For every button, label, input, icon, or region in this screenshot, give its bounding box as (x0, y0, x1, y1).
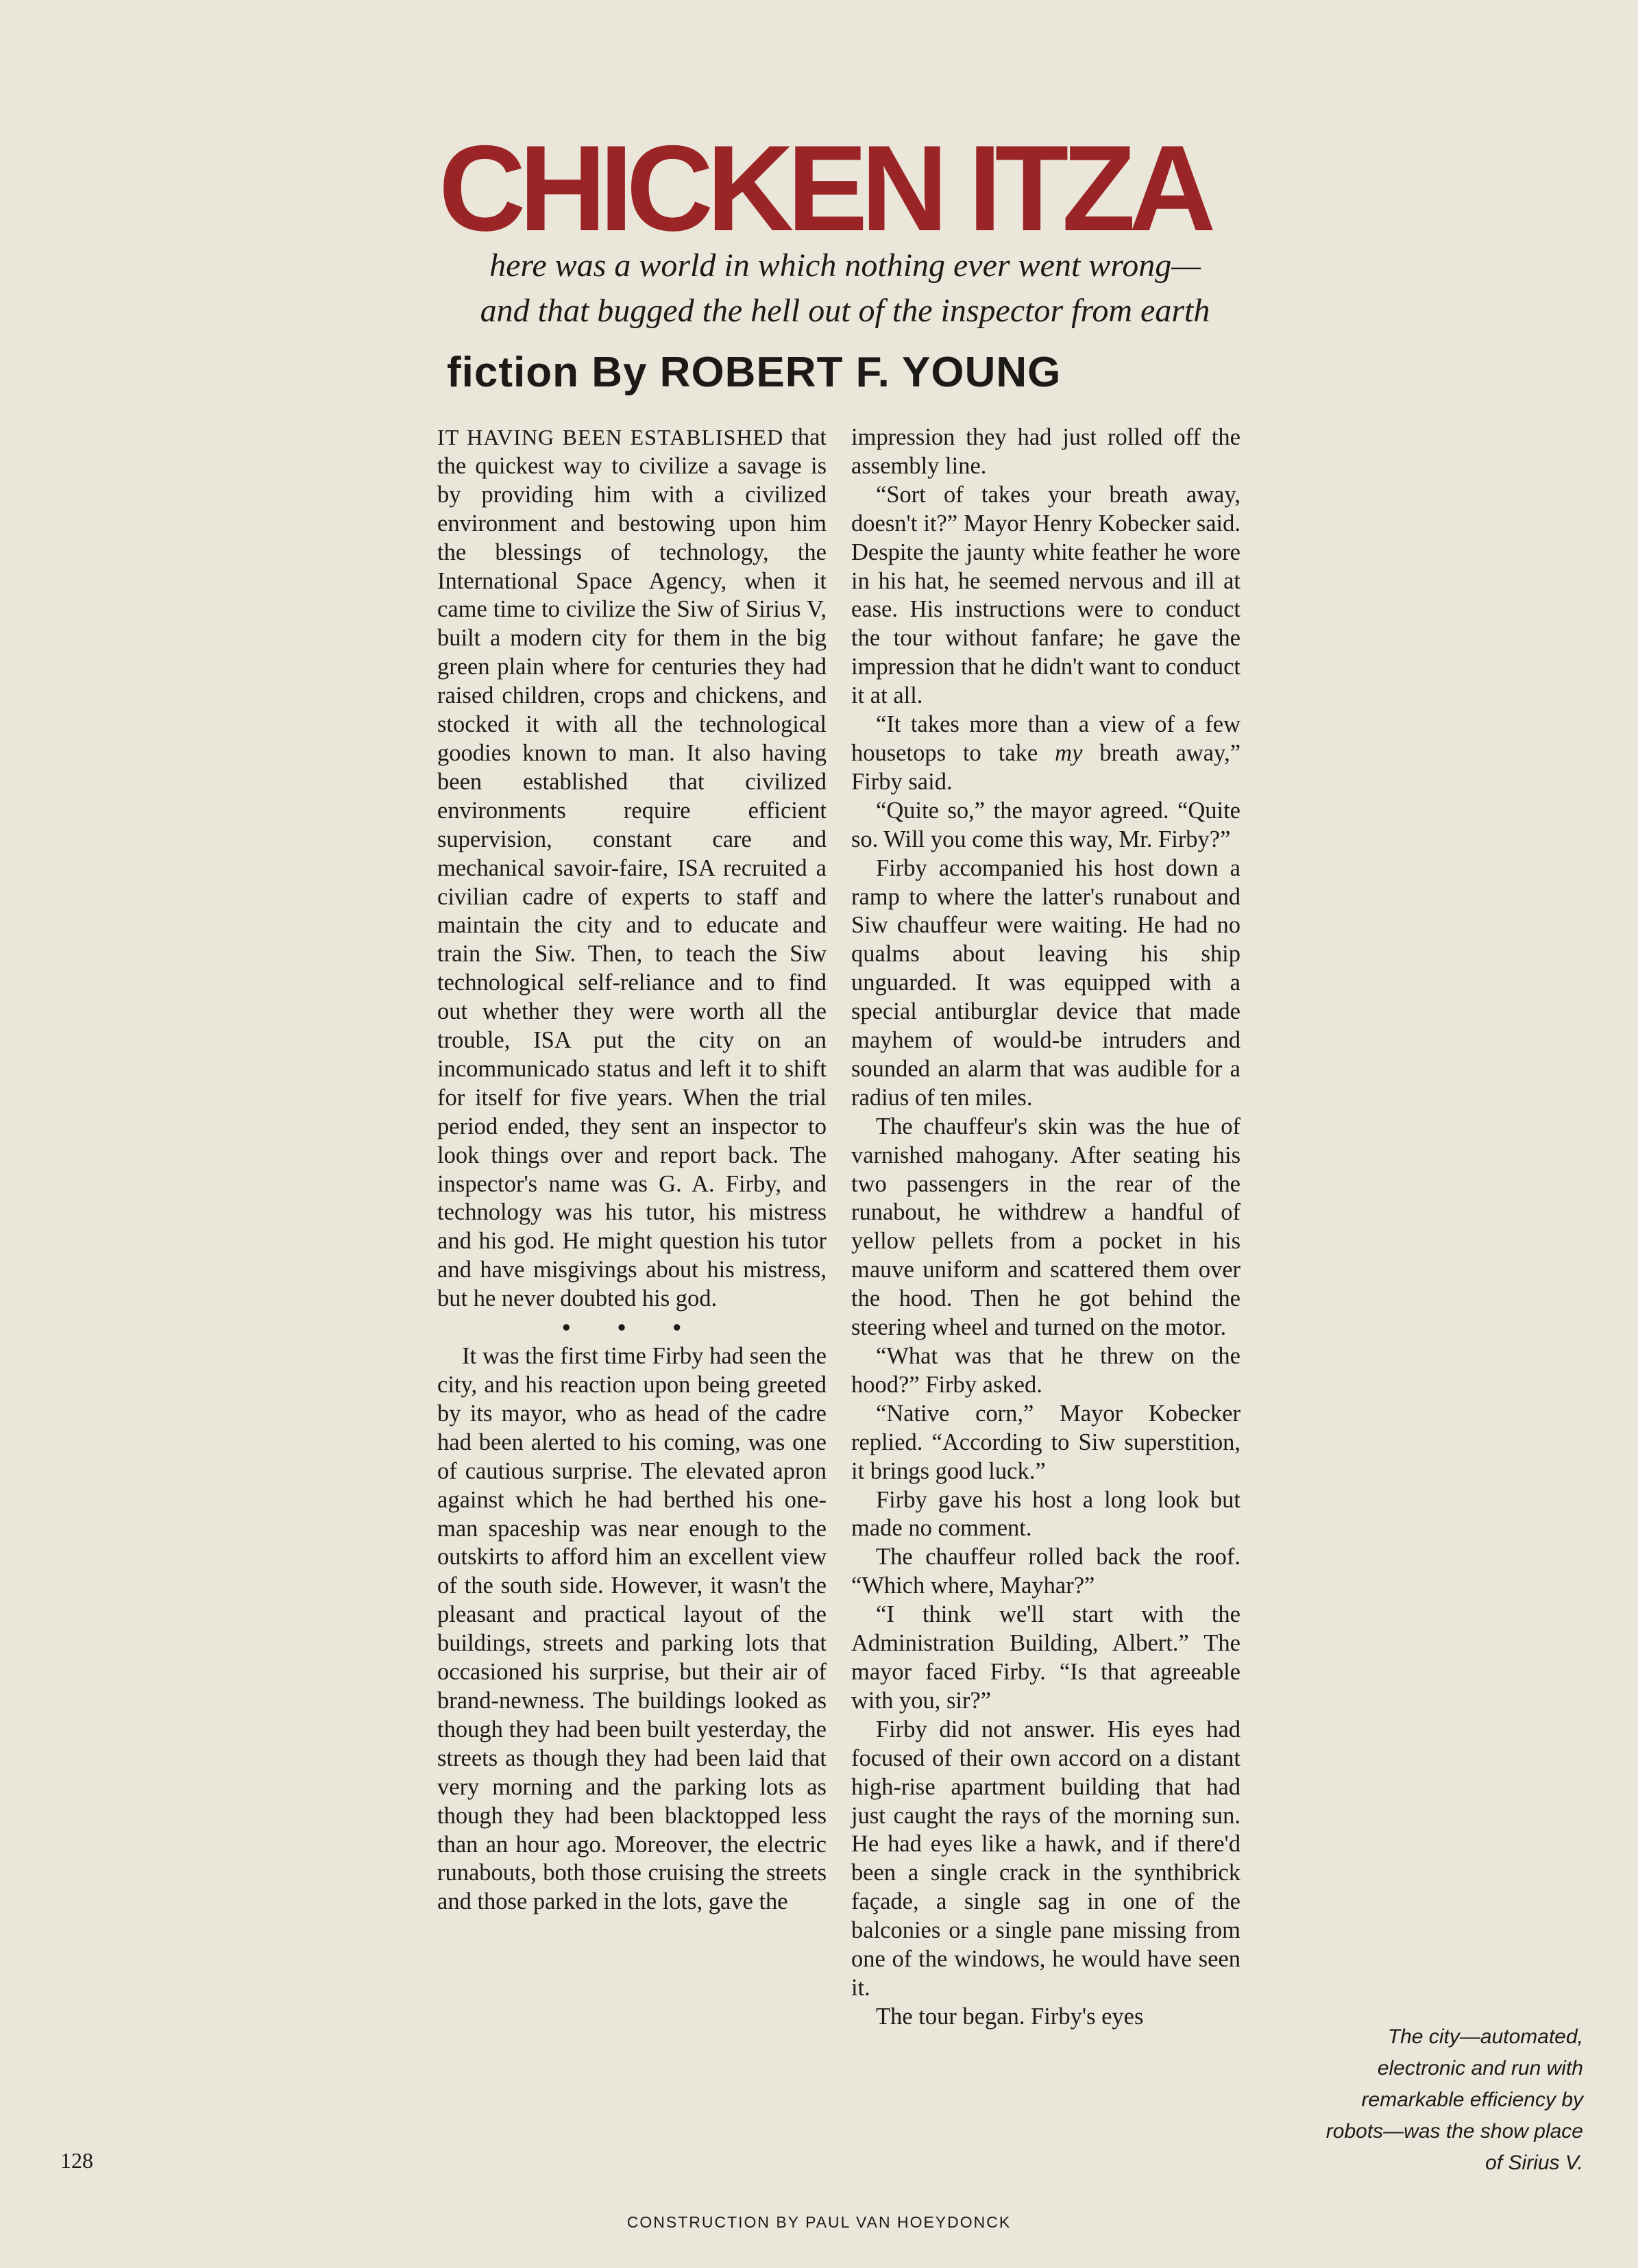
emphasis-text: my (1055, 739, 1083, 766)
page-number: 128 (60, 2148, 93, 2173)
paragraph-text: that the quickest way to civilize a savage is by providing him with a civilized environment and bestowing upon him the blessings of technology, the International Space Agency, when it came time to civilize the Siw of Sirius V, built a modern city for them in the big green plain where for centuries they had raised children, crops and chickens, and stocked it with all the technological goodies known to man. It also having been established that civilized environments require efficient supervision, constant care and mechanical savoir-faire, ISA recruited a civilian cadre of experts to staff and maintain the city and to educate and train the Siw. Then, to teach the Siw technological self-reliance and to find out whether they were worth all the trouble, ISA put the city on an incommunicado status and left it to shift for itself for five years. When the trial period ended, they sent an inspector to look things over and report back. The inspector's name was G. A. Firby, and technology was his tutor, his mistress and his god. He might question his tutor and have misgivings about his mistress, but he never doubted his god. (437, 424, 827, 1312)
paragraph (437, 423, 827, 1314)
paragraph-text: “It takes more than a view of a few housetops to take (851, 711, 1240, 766)
paragraph: “What was that he threw on the hood?” Firby asked. (851, 1343, 1240, 1398)
illustration-caption: The city—automated, electronic and run with remarkable efficiency by robots—was the show place of Sirius V. (1325, 2025, 1583, 2174)
paragraph: Firby did not answer. His eyes had focused of their own accord on a distant high-rise apartment building that had just caught the rays of the morning sun. He had eyes like a hawk, and if there'd been a single crack in the synthibrick façade, a single sag in one of the balconies or a single pane missing from one of the windows, he would have seen it. (851, 1716, 1240, 2001)
article-title: CHICKEN ITZA (439, 120, 1210, 256)
paragraph: “I think we'll start with the Administration Building, Albert.” The mayor faced Firby. “Is that agreeable with you, sir?” (851, 1601, 1240, 1714)
paragraph-text: breath away,” Firby said. (851, 739, 1241, 795)
illustration-credit: CONSTRUCTION BY PAUL VAN HOEYDONCK (626, 2213, 1012, 2231)
paragraph: It was the first time Firby had seen the city, and his reaction upon being greeted by its mayor, who as head of the cadre had been alerted to his coming, was one of cautious surprise. The elevated apron against which he had berthed his one-man spaceship was near enough to the outskirts to afford him an excellent view of the south side. However, it wasn't the pleasant and practical layout of the buildings, streets and parking lots that occasioned his surprise, but their air of brand-newness. The buildings looked as though they had been built yesterday, the streets as though they had been laid that very morning and the parking lots as though they had been blacktopped less than an hour ago. Moreover, the electric runabouts, both those cruising the streets and those parked in the lots, gave the (437, 1343, 827, 1915)
opening-small-caps: IT HAVING BEEN ESTABLISHED (437, 425, 784, 449)
paragraph: The chauffeur rolled back the roof. “Which where, Mayhar?” (851, 1544, 1240, 1599)
subtitle-line-2: and that bugged the hell out of the inspector from earth (480, 293, 1210, 329)
paragraph: Firby accompanied his host down a ramp to where the latter's runabout and Siw chauffeur were waiting. He had no qualms about leaving his ship unguarded. It was equipped with a special antiburglar device that made mayhem of would-be intruders and sounded an alarm that was audible for a radius of ten miles. (851, 854, 1240, 1111)
paragraph (851, 711, 1240, 797)
paragraph: The tour began. Firby's eyes (876, 2003, 1144, 2030)
paragraph: “Sort of takes your breath away, doesn't it?” Mayor Henry Kobecker said. Despite the jaunty white feather he wore in his hat, he seemed nervous and ill at ease. His instructions were to conduct the tour without fanfare; he gave the impression that he didn't want to conduct it at all. (851, 481, 1240, 709)
paragraph: Firby gave his host a long look but made no comment. (851, 1486, 1240, 1542)
text-column-2 (851, 423, 1240, 2032)
paragraph: impression they had just rolled off the assembly line. (851, 424, 1240, 479)
paragraph: “Quite so,” the mayor agreed. “Quite so. Will you come this way, Mr. Firby?” (851, 797, 1240, 852)
subtitle-line-1: here was a world in which nothing ever went wrong— (489, 247, 1201, 284)
article-subtitle (444, 243, 1246, 334)
text-column-1 (437, 423, 827, 1916)
paragraph: “Native corn,” Mayor Kobecker replied. “According to Siw superstition, it brings good luck.” (851, 1400, 1240, 1484)
section-separator: • • • (562, 1315, 702, 1342)
byline: fiction By ROBERT F. YOUNG (447, 349, 1062, 396)
paragraph: The chauffeur's skin was the hue of varnished mahogany. After seating his two passengers in the rear of the runabout, he withdrew a handful of yellow pellets from a pocket in his mauve uniform and scattered them over the hood. Then he got behind the steering wheel and turned on the motor. (851, 1113, 1240, 1341)
